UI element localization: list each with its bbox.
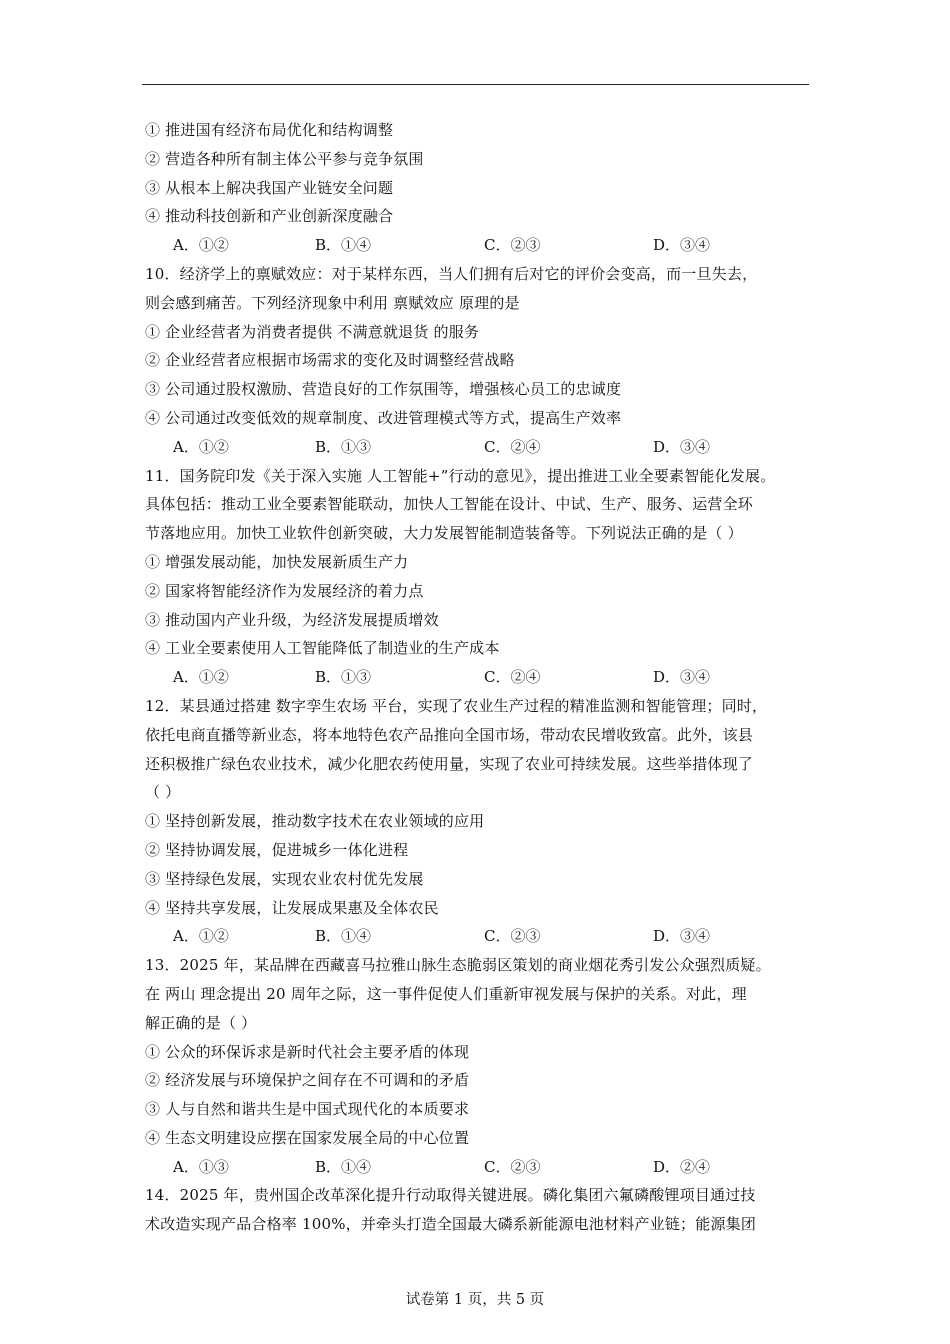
q13-item-1: ① 公众的环保诉求是新时代社会主要矛盾的体现 <box>145 1042 470 1061</box>
q9-option-d: D．③④ <box>653 236 711 255</box>
q13-option-a: A．①③ <box>173 1157 229 1176</box>
q13-stem-line-3: 解正确的是（ ） <box>145 1013 257 1032</box>
q12-option-a: A．①② <box>173 927 229 946</box>
q10-item-4: ④ 公司通过改变低效的规章制度、改进管理模式等方式，提高生产效率 <box>145 408 622 427</box>
q10-option-c: C．②④ <box>484 437 541 456</box>
q12-stem-line-3: 还积极推广绿色农业技术，减少化肥农药使用量，实现了农业可持续发展。这些举措体现了 <box>145 754 754 773</box>
q13-stem-line-2: 在 两山 理念提出 20 周年之际，这一事件促使人们重新审视发展与保护的关系。对此，理 <box>145 984 747 1003</box>
q13-stem-line-1: 13．2025 年，某品牌在西藏喜马拉雅山脉生态脆弱区策划的商业烟花秀引发公众强烈质疑。 <box>145 956 771 975</box>
question-12 <box>145 692 817 951</box>
question-9 <box>145 116 817 260</box>
q10-item-3: ③ 公司通过股权激励、营造良好的工作氛围等，增强核心员工的忠诚度 <box>145 380 622 399</box>
header-rule <box>142 84 809 85</box>
q11-item-1: ① 增强发展动能，加快发展新质生产力 <box>145 552 409 571</box>
question-13 <box>145 951 817 1181</box>
q13-option-c: C．②③ <box>484 1157 541 1176</box>
q10-item-1: ① 企业经营者为消费者提供 不满意就退货 的服务 <box>145 322 480 341</box>
q10-stem-line-1: 10．经济学上的禀赋效应：对于某样东西，当人们拥有后对它的评价会变高，而一旦失去， <box>145 264 758 283</box>
q9-item-2: ② 营造各种所有制主体公平参与竞争氛围 <box>145 149 424 168</box>
q11-option-b: B．①③ <box>315 668 372 687</box>
q10-option-b: B．①③ <box>315 437 372 456</box>
question-11 <box>145 462 817 692</box>
q12-option-c: C．②③ <box>484 927 541 946</box>
q11-stem-line-1: 11．国务院印发《关于深入实施 人工智能+”行动的意见》，提出推进工业全要素智能化发展。 <box>145 466 776 485</box>
q14-stem-line-1: 14．2025 年，贵州国企改革深化提升行动取得关键进展。磷化集团六氟磷酸锂项目通过技 <box>145 1186 756 1205</box>
question-10 <box>145 260 817 462</box>
q11-stem-line-3: 节落地应用。加快工业软件创新突破，大力发展智能制造装备等。下列说法正确的是（ ） <box>145 524 743 543</box>
q12-item-2: ② 坚持协调发展，促进城乡一体化进程 <box>145 840 409 859</box>
q12-stem-line-2: 依托电商直播等新业态，将本地特色农产品推向全国市场，带动农民增收致富。此外，该县 <box>145 725 754 744</box>
q9-item-4: ④ 推动科技创新和产业创新深度融合 <box>145 207 394 226</box>
q12-stem-line-4: （ ） <box>145 783 181 802</box>
q11-options <box>145 663 817 692</box>
page-footer: 试卷第 1 页，共 5 页 <box>405 1292 545 1308</box>
q13-option-d: D．②④ <box>653 1157 711 1176</box>
q13-options <box>145 1153 817 1182</box>
q13-item-2: ② 经济发展与环境保护之间存在不可调和的矛盾 <box>145 1071 470 1090</box>
q10-stem-line-2: 则会感到痛苦。下列经济现象中利用 禀赋效应 原理的是 <box>145 293 520 312</box>
exam-content <box>145 116 817 1239</box>
question-14 <box>145 1181 817 1239</box>
q9-options <box>145 231 817 260</box>
q12-item-3: ③ 坚持绿色发展，实现农业农村优先发展 <box>145 869 424 888</box>
q9-item-3: ③ 从根本上解决我国产业链安全问题 <box>145 178 394 197</box>
q12-item-4: ④ 坚持共享发展，让发展成果惠及全体农民 <box>145 898 439 917</box>
q11-option-a: A．①② <box>173 668 229 687</box>
q12-option-d: D．③④ <box>653 927 711 946</box>
q10-item-2: ② 企业经营者应根据市场需求的变化及时调整经营战略 <box>145 351 515 370</box>
q12-options <box>145 922 817 951</box>
q11-stem-line-2: 具体包括：推动工业全要素智能联动，加快人工智能在设计、中试、生产、服务、运营全环 <box>145 495 754 514</box>
q9-option-a: A．①② <box>173 236 229 255</box>
q11-item-2: ② 国家将智能经济作为发展经济的着力点 <box>145 581 424 600</box>
q11-option-d: D．③④ <box>653 668 711 687</box>
q12-option-b: B．①④ <box>315 927 372 946</box>
q14-stem-line-2: 术改造实现产品合格率 100%，并牵头打造全国最大磷系新能源电池材料产业链；能源集团 <box>145 1215 757 1234</box>
q12-item-1: ① 坚持创新发展，推动数字技术在农业领域的应用 <box>145 812 485 831</box>
q13-item-3: ③ 人与自然和谐共生是中国式现代化的本质要求 <box>145 1100 470 1119</box>
q12-stem-line-1: 12．某县通过搭建 数字孪生农场 平台，实现了农业生产过程的精准监测和智能管理；同时， <box>145 696 768 715</box>
q11-option-c: C．②④ <box>484 668 541 687</box>
q11-item-3: ③ 推动国内产业升级，为经济发展提质增效 <box>145 610 439 629</box>
q13-option-b: B．①④ <box>315 1157 372 1176</box>
q10-options <box>145 433 817 462</box>
q11-item-4: ④ 工业全要素使用人工智能降低了制造业的生产成本 <box>145 639 500 658</box>
q9-option-c: C．②③ <box>484 236 541 255</box>
q10-option-a: A．①② <box>173 437 229 456</box>
q10-option-d: D．③④ <box>653 437 711 456</box>
q9-item-1: ① 推进国有经济布局优化和结构调整 <box>145 121 394 139</box>
q13-item-4: ④ 生态文明建设应摆在国家发展全局的中心位置 <box>145 1128 470 1147</box>
q9-option-b: B．①④ <box>315 236 372 255</box>
